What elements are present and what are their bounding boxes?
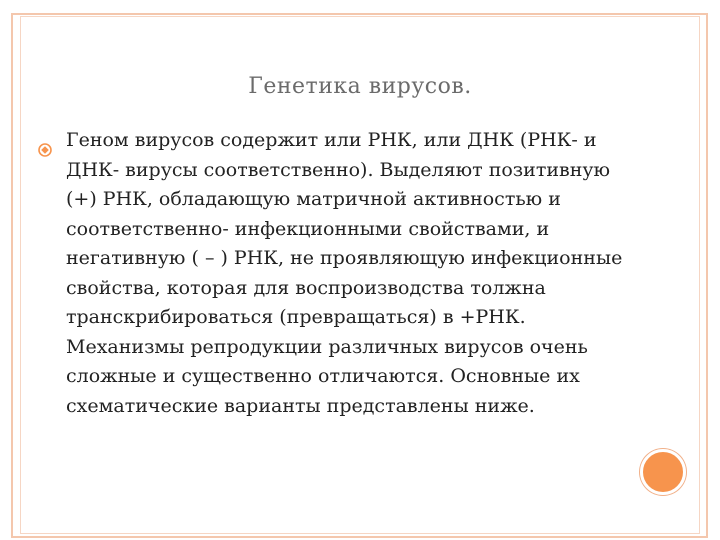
slide-body-text: Геном вирусов содержит или РНК, или ДНК (РНК- и ДНК- вирусы соответственно). Выделяют позитивную (+) РНК, обладающую матричной активностью и соответственно- инфекционными свойствами, и негативную ( – ) РНК, не проявляющую инфекционные свойства, которая для воспроизводства толжна транскрибироваться (превращаться) в +РНК. Механизмы репродукции различных вирусов очень сложные и существенно отличаются. Основные их схематические варианты представлены ниже. bbox=[66, 129, 623, 417]
bullet-icon bbox=[38, 143, 52, 157]
slide-title: Генетика вирусов. bbox=[248, 74, 472, 99]
decorative-circle bbox=[640, 449, 686, 495]
